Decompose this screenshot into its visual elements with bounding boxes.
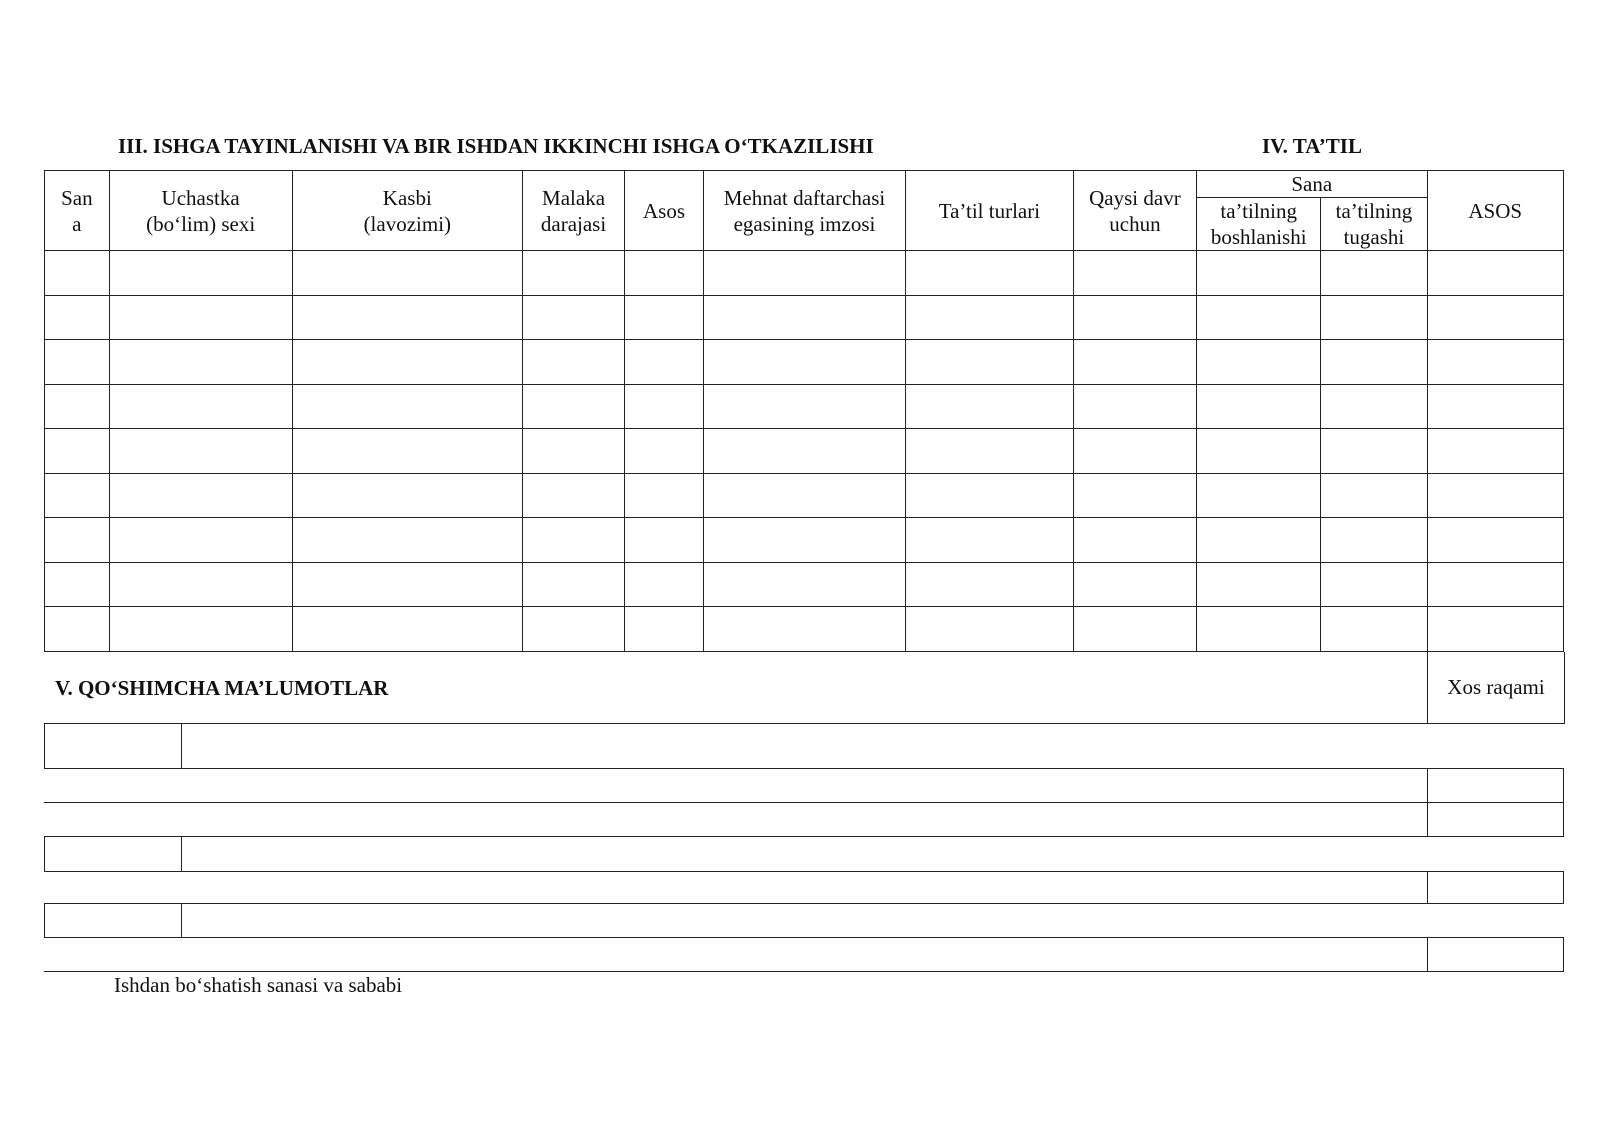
dismissal-date-reason-label: Ishdan bo‘shatish sanasi va sababi [114, 973, 403, 997]
section-5-title: V. QO‘SHIMCHA MA’LUMOTLAR [55, 676, 389, 700]
header-mehnat: Mehnat daftarchasi egasining imzosi [703, 171, 905, 251]
table-row [45, 429, 1564, 474]
section-3-title: III. ISHGA TAYINLANISHI VA BIR ISHDAN IKKINCHI ISHGA O‘TKAZILISHI [118, 134, 874, 158]
header-asos: Asos [625, 171, 704, 251]
header-sana-group: Sana [1197, 171, 1427, 198]
table-row [45, 473, 1564, 518]
header-sana: San a [45, 171, 110, 251]
header-asos-caps: ASOS [1427, 171, 1564, 251]
table-row [45, 340, 1564, 385]
table-row [45, 518, 1564, 563]
assignment-vacation-table [44, 170, 1564, 652]
table-row [45, 251, 1564, 296]
header-tugashi: ta’tilning tugashi [1321, 198, 1427, 251]
table-row [45, 384, 1564, 429]
table-row [45, 295, 1564, 340]
header-tatil-turlari: Ta’til turlari [906, 171, 1074, 251]
header-boshlanishi: ta’tilning boshlanishi [1197, 198, 1321, 251]
table-row [45, 562, 1564, 607]
xos-raqami-label: Xos raqami [1427, 652, 1565, 724]
section-4-title: IV. TA’TIL [1262, 134, 1362, 158]
header-kasbi: Kasbi (lavozimi) [292, 171, 522, 251]
table-row [45, 607, 1564, 652]
header-uchastka: Uchastka (bo‘lim) sexi [109, 171, 292, 251]
header-qaysi-davr: Qaysi davr uchun [1073, 171, 1196, 251]
header-malaka: Malaka darajasi [523, 171, 625, 251]
